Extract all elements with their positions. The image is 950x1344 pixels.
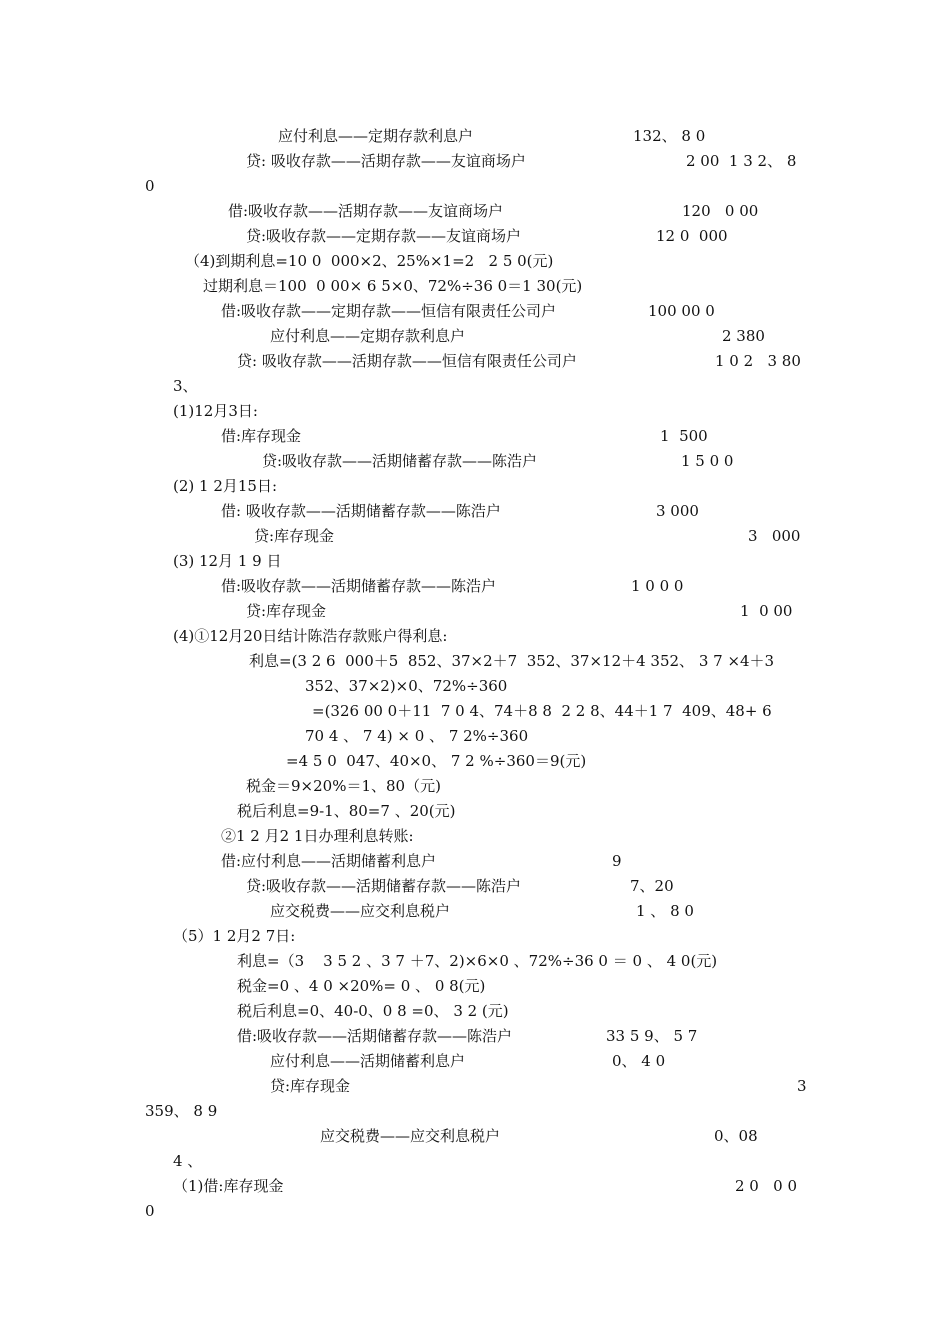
line-text: 贷:吸收存款——定期存款——友谊商场户 xyxy=(246,227,522,245)
line-amount: 1 、 8 0 xyxy=(636,902,694,920)
line-text: =(326 00 0＋11 7 0 4、74＋8 8 2 2 8、44＋1 7 409、48+ 6 xyxy=(312,702,772,720)
line-text: 应交税费——应交利息税户 xyxy=(320,1127,501,1145)
line-amount: 3 000 xyxy=(748,527,801,545)
line-text: 359、 8 9 xyxy=(145,1102,218,1120)
line-amount: 2 0 0 0 xyxy=(735,1177,798,1195)
line-text: 应交税费——应交利息税户 xyxy=(270,902,451,920)
line-text: 贷:吸收存款——活期储蓄存款——陈浩户 xyxy=(246,877,522,895)
line-text: 应付利息——定期存款利息户 xyxy=(270,327,466,345)
line-amount: 3 000 xyxy=(656,502,699,520)
line-text: =4 5 0 047、40×0、 7 2 %÷360＝9(元) xyxy=(286,752,587,770)
line-text: 贷:库存现金 xyxy=(254,527,335,545)
line-text: 4 、 xyxy=(173,1152,203,1170)
line-amount: 1 500 xyxy=(660,427,708,445)
line-text: (2) 1 2月15日: xyxy=(173,477,278,495)
line-amount: 1 0 00 xyxy=(740,602,793,620)
line-amount: 12 0 000 xyxy=(656,227,728,245)
line-text: 352、37×2)×0、72%÷360 xyxy=(305,677,508,695)
line-text: 0 xyxy=(145,177,155,195)
line-amount: 1 0 2 3 80 xyxy=(715,352,801,370)
line-amount: 2 00 1 3 2、 8 xyxy=(686,152,797,170)
line-amount: 1 0 0 0 xyxy=(631,577,684,595)
line-text: 利息=(3 2 6 000＋5 852、37×2＋7 352、37×12＋4 352、 3 7 ×4＋3 xyxy=(249,652,775,670)
line-amount: 120 0 00 xyxy=(682,202,759,220)
line-text: 税后利息=9-1、80=7 、20(元) xyxy=(237,802,456,820)
line-text: 借:应付利息——活期储蓄利息户 xyxy=(221,852,437,870)
line-text: 借:吸收存款——活期存款——友谊商场户 xyxy=(228,202,504,220)
line-text: 税金＝9×20%＝1、80（元) xyxy=(246,777,441,795)
line-amount: 33 5 9、 5 7 xyxy=(606,1027,698,1045)
line-text: 借:吸收存款——活期储蓄存款——陈浩户 xyxy=(221,577,497,595)
line-amount: 0、08 xyxy=(714,1127,758,1145)
line-text: 贷:吸收存款——活期储蓄存款——陈浩户 xyxy=(262,452,538,470)
line-text: 贷: 吸收存款——活期存款——恒信有限责任公司户 xyxy=(237,352,577,370)
line-amount: 100 00 0 xyxy=(648,302,715,320)
line-text: 借: 吸收存款——活期储蓄存款——陈浩户 xyxy=(221,502,501,520)
line-amount: 9 xyxy=(612,852,622,870)
line-amount: 0、 4 0 xyxy=(612,1052,666,1070)
line-text: 过期利息＝100 0 00× 6 5×0、72%÷36 0＝1 30(元) xyxy=(203,277,583,295)
line-text: （5）1 2月2 7日: xyxy=(173,927,296,945)
line-text: ②1 2 月2 1日办理利息转账: xyxy=(221,827,414,845)
line-text: 借:吸收存款——活期储蓄存款——陈浩户 xyxy=(237,1027,513,1045)
line-text: 借:库存现金 xyxy=(221,427,302,445)
line-text: （4)到期利息=10 0 000×2、25%×1=2 2 5 0(元) xyxy=(185,252,554,270)
line-text: 70 4 、 7 4) × 0 、 7 2%÷360 xyxy=(305,727,529,745)
line-text: 税后利息=0、40-0、0 8 =0、 3 2 (元) xyxy=(237,1002,509,1020)
line-amount: 2 380 xyxy=(722,327,765,345)
line-text: 利息=（3 3 5 2 、3 7 ＋7、2)×6×0 、72%÷36 0 ＝ 0 、 4 0(元) xyxy=(237,952,718,970)
line-amount: 1 5 0 0 xyxy=(681,452,734,470)
line-text: (1)12月3日: xyxy=(173,402,258,420)
line-text: (4)①12月20日结计陈浩存款账户得利息: xyxy=(173,627,448,645)
line-text: （1)借:库存现金 xyxy=(173,1177,284,1195)
line-text: 应付利息——定期存款利息户 xyxy=(278,127,474,145)
line-text: (3) 12月 1 9 日 xyxy=(173,552,282,570)
line-text: 借:吸收存款——定期存款——恒信有限责任公司户 xyxy=(221,302,557,320)
line-text: 0 xyxy=(145,1202,155,1220)
line-amount: 7、20 xyxy=(630,877,674,895)
line-text: 贷:库存现金 xyxy=(270,1077,351,1095)
line-text: 贷: 吸收存款——活期存款——友谊商场户 xyxy=(246,152,526,170)
line-text: 应付利息——活期储蓄利息户 xyxy=(270,1052,466,1070)
line-amount: 3 xyxy=(797,1077,807,1095)
line-text: 3、 xyxy=(173,377,198,395)
line-text: 贷:库存现金 xyxy=(246,602,327,620)
line-text: 税金=0 、4 0 ×20%= 0 、 0 8(元) xyxy=(237,977,486,995)
line-amount: 132、 8 0 xyxy=(633,127,706,145)
